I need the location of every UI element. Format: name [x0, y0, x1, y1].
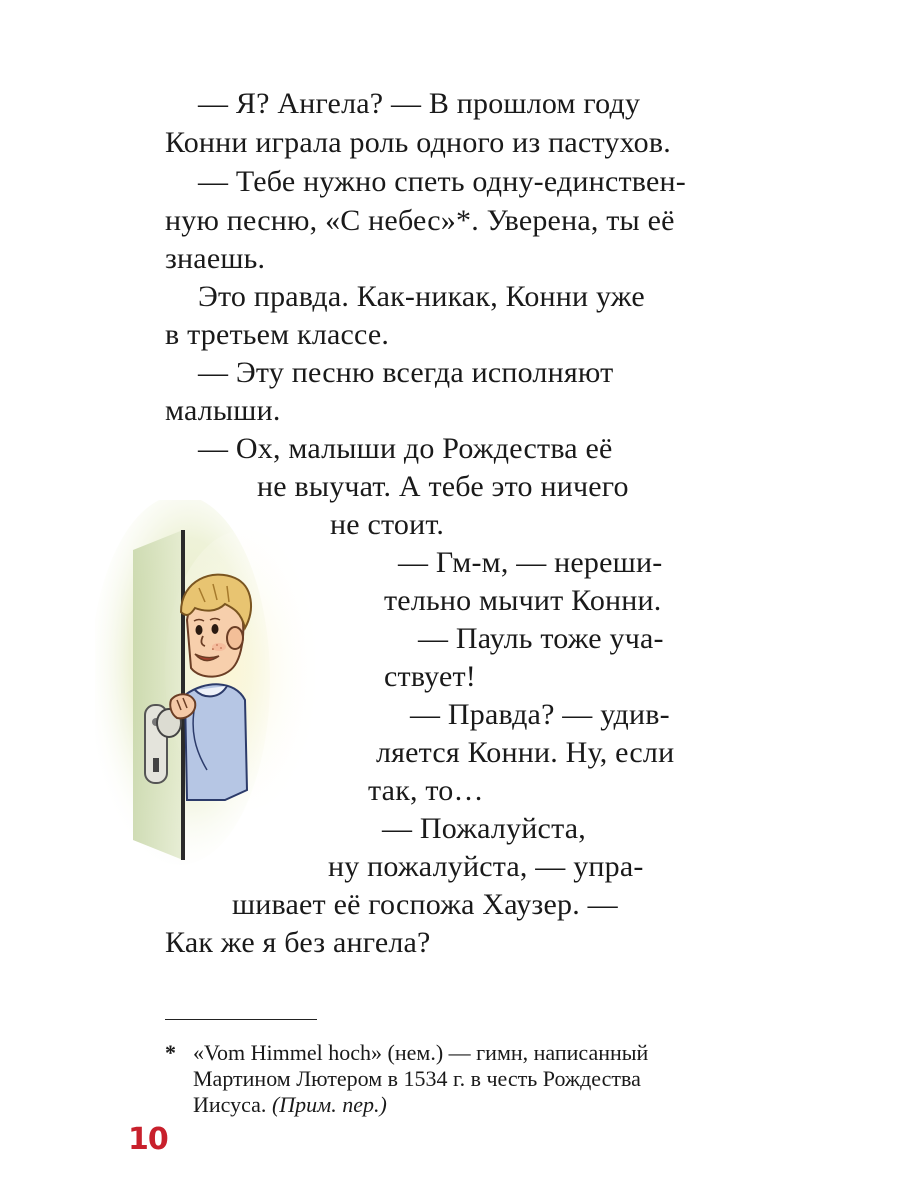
text-line: ствует! — [384, 660, 476, 693]
translator-note: (Прим. пер.) — [271, 1092, 387, 1117]
text-line: — Эту песню всегда исполняют — [198, 356, 614, 389]
text-line: Это правда. Как-никак, Конни уже — [198, 280, 645, 313]
text-line: Конни играла роль одного из пастухов. — [165, 126, 671, 159]
page-number: 10 — [128, 1122, 168, 1157]
text-line: малыши. — [165, 394, 281, 427]
text-line: — Пожалуйста, — [382, 812, 586, 845]
footnote-marker: * — [165, 1040, 176, 1065]
text-line: — Пауль тоже уча- — [418, 622, 664, 655]
text-line: ную песню, «С небес»*. Уверена, ты её — [165, 204, 675, 237]
text-line: знаешь. — [165, 242, 266, 275]
boy-peeking-behind-door-illustration — [95, 500, 315, 880]
text-line: не стоит. — [330, 508, 445, 541]
text-line: ляется Конни. Ну, если — [376, 736, 675, 769]
footnote-text: Иисуса. — [193, 1092, 272, 1117]
footnote-line: Мартином Лютером в 1534 г. в честь Рождества — [193, 1066, 641, 1091]
text-line: в третьем классе. — [165, 318, 390, 351]
text-line: шивает её госпожа Хаузер. — — [232, 888, 618, 921]
text-line: — Я? Ангела? — В прошлом году — [198, 87, 641, 120]
footnote-line — [193, 1092, 387, 1118]
text-line: так, то… — [368, 774, 484, 807]
text-line: не выучат. А тебе это ничего — [257, 470, 629, 503]
text-line: — Правда? — удив- — [410, 698, 670, 731]
text-line: Как же я без ангела? — [165, 926, 431, 959]
text-line: ну пожалуйста, — упра- — [328, 850, 644, 883]
text-line: тельно мычит Конни. — [384, 584, 662, 617]
text-line: — Гм-м, — нереши- — [398, 546, 663, 579]
text-line: — Тебе нужно спеть одну-единствен- — [198, 165, 686, 198]
footnote-line: «Vom Himmel hoch» (нем.) — гимн, написанный — [193, 1040, 649, 1065]
text-line: — Ох, малыши до Рождества её — [198, 432, 613, 465]
footnote-divider — [165, 1019, 317, 1020]
